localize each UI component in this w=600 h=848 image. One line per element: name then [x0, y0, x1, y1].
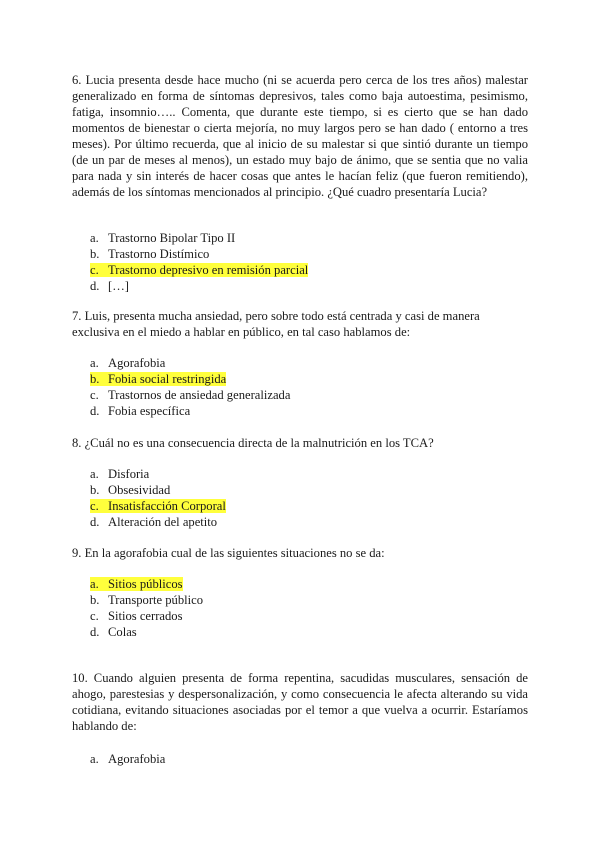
- option-9b: b. Transporte público: [90, 593, 204, 607]
- option-6b: b. Trastorno Distímico: [90, 247, 210, 261]
- question-9-options: [90, 576, 203, 640]
- option-9a-highlighted: a. Sitios públicos: [90, 577, 183, 591]
- question-6-text: 6. Lucia presenta desde hace mucho (ni se acuerda pero cerca de los tres años) malestar generalizado en forma de síntomas depresivos, tales como baja autoestima, pesimismo, fatiga, insomnio….. Comenta, que durante este tiempo, si es cierto que se han dado momentos de bienestar o cierta mejoría, no muy largos pero se han dado ( entorno a tres meses). Por último recuerda, que al inicio de su malestar si que sintió durante un tiempo (de un par de meses al menos), un estado muy bajo de ánimo, que se sentia que no valia para nada y sin interés de hacer cosas que antes le hacían feliz (que fueron remitiendo), además de los síntomas mencionados al principio. ¿Qué cuadro presentaría Lucia?: [72, 73, 528, 199]
- question-7-options: [90, 355, 290, 419]
- question-8-options: [90, 466, 226, 530]
- option-7c: c. Trastornos de ansiedad generalizada: [90, 388, 291, 402]
- option-8d: d. Alteración del apetito: [90, 515, 218, 529]
- question-6-options: [90, 230, 308, 294]
- question-8-text: 8. ¿Cuál no es una consecuencia directa de la malnutrición en los TCA?: [72, 436, 434, 450]
- option-8c-highlighted: c. Insatisfacción Corporal: [90, 499, 226, 513]
- question-9-text: 9. En la agorafobia cual de las siguientes situaciones no se da:: [72, 546, 385, 560]
- option-7a: a. Agorafobia: [90, 356, 166, 370]
- option-8b: b. Obsesividad: [90, 483, 171, 497]
- option-9c: c. Sitios cerrados: [90, 609, 183, 623]
- option-6c-highlighted: c. Trastorno depresivo en remisión parcial: [90, 263, 309, 277]
- option-6a: a. Trastorno Bipolar Tipo II: [90, 231, 236, 245]
- option-10a: a. Agorafobia: [90, 752, 166, 766]
- option-7d: d. Fobia específica: [90, 404, 191, 418]
- question-10-text: 10. Cuando alguien presenta de forma repentina, sacudidas musculares, sensación de ahogo, parestesias y despersonalización, y como consecuencia le afecta alterando su vida cotidiana, evitando situaciones asociadas por el temor a que vuelva a ocurrir. Estaríamos hablando de:: [72, 671, 528, 733]
- question-10-options: [90, 751, 165, 767]
- option-7b-highlighted: b. Fobia social restringida: [90, 372, 227, 386]
- option-6d: d. […]: [90, 279, 129, 293]
- question-7-text: 7. Luis, presenta mucha ansiedad, pero sobre todo está centrada y casi de manera exclusiva en el miedo a hablar en público, en tal caso hablamos de:: [72, 309, 480, 339]
- option-9d: d. Colas: [90, 625, 137, 639]
- option-8a: a. Disforia: [90, 467, 150, 481]
